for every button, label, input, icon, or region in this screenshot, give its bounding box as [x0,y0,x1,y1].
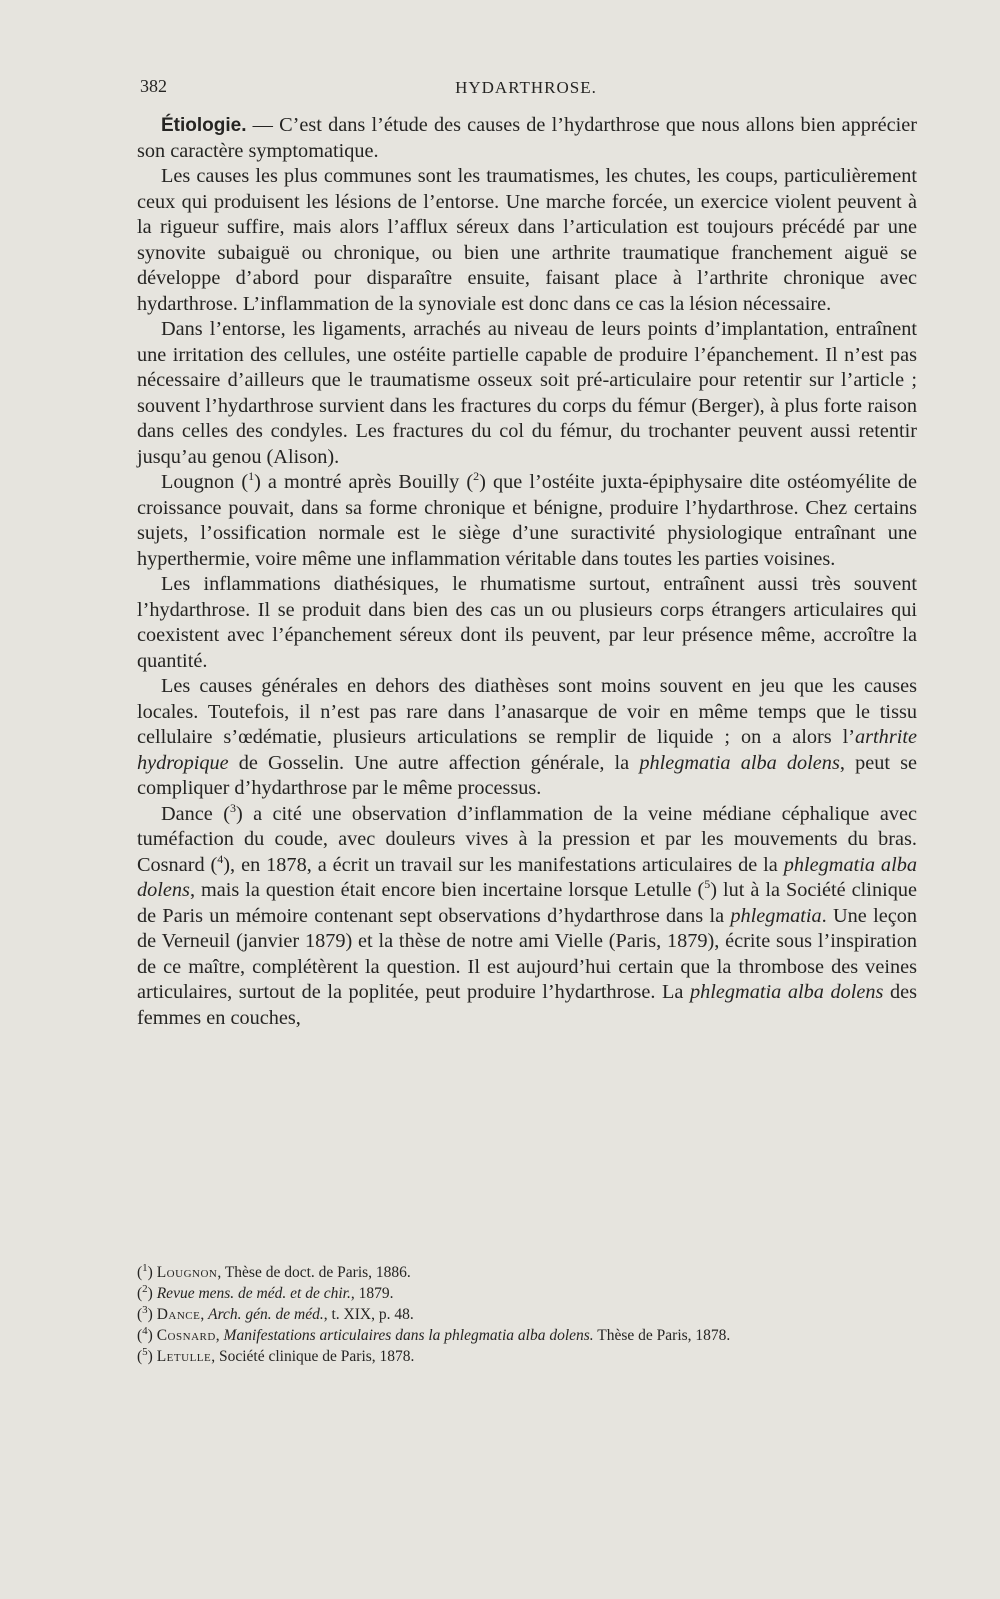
footnote: ($^4$) Cosnard, Manifestations articulaires dans la phlegmatia alba dolens. Thèse de Paris, 1878. [137,1324,731,1344]
footnote-separator: , [215,1327,224,1344]
paragraph-text: Lougnon ( [161,471,249,493]
italic-term: phlegmatia alba dolens [639,751,840,774]
paragraph-etiologie [137,113,917,164]
footnote: ($^1$) Lougnon, Thèse de doct. de Paris, 1886. [137,1261,411,1281]
footnote-author: Lougnon [156,1264,218,1281]
footnotes [137,1262,917,1367]
paragraph-text: ) a montré après Bouilly ( [254,471,474,493]
footnote-title: Arch. gén. de méd. [208,1306,324,1323]
paragraph-text: Les causes les plus communes sont les traumatismes, les chutes, les coups, particulièrement ceux qui produisent les lésions de l’entorse. Une marche forcée, un exercice violent peuvent à la rigueur suffire, mais alors l’afflux séreux dans l’articulation est toujours précédé par une synovite subaiguë ou chronique, ou bien une arthrite traumatique franchement aiguë se développe d’abord pour disparaître ensuite, faisant place à l’arthrite chronique avec hydarthrose. L’inflammation de la synoviale est donc dans ce cas la lésion nécessaire. [137,165,917,315]
paragraph-text: . Une leçon de Verneuil (janvier 1879) et la thèse de notre ami Vielle (Paris, 1879), écrite sous l’inspiration de ce maître, complétèrent la question. Il est aujourd’hui certain que la thrombose des veines articulaires, surtout de la poplitée, peut produire l’hydarthrose. La [137,904,918,1003]
footnote-ref: 4 [217,851,224,866]
paragraph-text: , peut se compliquer d’hydarthrose par le même processus. [137,751,918,799]
paragraph-inflammations [137,572,917,674]
paragraph-text: ) que l’ostéite juxta-épiphysaire dite ostéomyélite de croissance pouvait, dans sa forme chronique et bénigne, produire l’hydarthrose. Chez certains sujets, l’ossification normale est le siège d’une suractivité physiologique entraînant une hyperthermie, voire même une inflammation véritable dans toutes les parties voisines. [137,471,917,570]
italic-term: phlegmatia alba dolens [137,853,917,901]
footnote-number: 2 [142,1282,148,1295]
paragraph-entorse [137,317,917,470]
footnote-title: Manifestations articulaires dans la phlegmatia alba dolens. [223,1327,594,1344]
footnote-text: , Société clinique de Paris, 1878. [211,1348,415,1365]
paragraph-text: , mais la question était encore bien incertaine lorsque Letulle ( [189,879,705,901]
italic-term: phlegmatia [730,904,822,927]
paragraph-text: Dans l’entorse, les ligaments, arrachés au niveau de leurs points d’implantation, entraînent une irritation des cellules, une ostéite partielle capable de produire l’épanchement. Il n’est pas nécessaire d’ailleurs que le traumatisme osseux soit pré-articulaire pour retentir sur l’article ; souvent l’hydarthrose survient dans les fractures du corps du fémur (Berger), à plus forte raison dans celles des condyles. Les fractures du col du fémur, du trochanter peuvent aussi retentir jusqu’au genou (Alison). [137,318,917,468]
footnote-title: Revue mens. de méd. et de chir. [156,1285,351,1302]
footnote-text: , t. XIX, p. 48. [323,1306,414,1323]
footnote-ref: 1 [248,469,255,484]
paragraph-text: ) lut à la Société clinique de Paris un mémoire contenant sept observations d’hydarthrose dans la [137,879,917,927]
running-title: HYDARTHROSE. [455,78,597,97]
footnote-number: 4 [142,1324,148,1337]
footnote-text: Thèse de Paris, 1878. [593,1327,731,1344]
paragraph-text: ) a cité une observation d’inflammation de la veine médiane céphalique avec tuméfaction du coude, avec douleurs vives à la pression et par les mouvements du bras. Cosnard ( [137,802,917,876]
paragraph-dance [137,802,917,1032]
footnote-ref: 2 [473,469,480,484]
paragraph-text: Les inflammations diathésiques, le rhumatisme surtout, entraînent aussi très souvent l’hydarthrose. Il se produit dans bien des cas un ou plusieurs corps étrangers articulaires qui coexistent avec l’épanchement séreux dont ils peuvent, par leur présence même, accroître la quantité. [137,573,917,672]
paragraph-text: — C’est dans l’étude des causes de l’hydarthrose que nous allons bien apprécier son caractère symptomatique. [137,114,917,162]
footnote-ref: 5 [704,877,711,892]
footnote: ($^3$) Dance, Arch. gén. de méd., t. XIX, p. 48. [137,1303,414,1323]
page-header [136,76,916,106]
footnote-number: 3 [142,1303,148,1316]
footnote-author: Letulle [156,1348,212,1365]
paragraph-text: des femmes en couches, [137,981,918,1029]
footnote-text: , 1879. [350,1285,394,1302]
footnote-ref: 3 [229,800,236,815]
italic-term: arthrite hydropique [137,726,917,774]
paragraph-causes [137,164,917,317]
footnote-author: Cosnard [156,1327,216,1344]
footnote: ($^2$) Revue mens. de méd. et de chir., 1879. [137,1282,394,1302]
footnote-number: 1 [142,1261,148,1274]
footnote: ($^5$) Letulle, Société clinique de Paris, 1878. [137,1345,415,1365]
body-text [137,113,917,1031]
paragraph-text: Les causes générales en dehors des diathèses sont moins souvent en jeu que les causes locales. Toutefois, il n’est pas rare dans l’anasarque de voir en même temps que le tissu cellulaire s’œdématie, plusieurs articulations se remplir de liquide ; on a alors l’ [137,675,917,748]
footnote-separator: , [200,1306,209,1323]
paragraph-text: ), en 1878, a écrit un travail sur les manifestations articulaires de la [223,853,784,876]
footnote-number: 5 [142,1345,148,1358]
page-number: 382 [140,76,167,96]
section-heading: Étiologie. [161,115,247,136]
italic-term: phlegmatia alba dolens [690,981,884,1003]
paragraph-text: Dance ( [161,802,230,825]
footnote-text: , Thèse de doct. de Paris, 1886. [217,1264,411,1281]
paragraph-text: de Gosselin. Une autre affection générale, la [228,751,640,774]
footnote-author: Dance [156,1306,201,1323]
paragraph-lougnon [137,470,917,572]
paragraph-causes-generales [137,674,917,802]
